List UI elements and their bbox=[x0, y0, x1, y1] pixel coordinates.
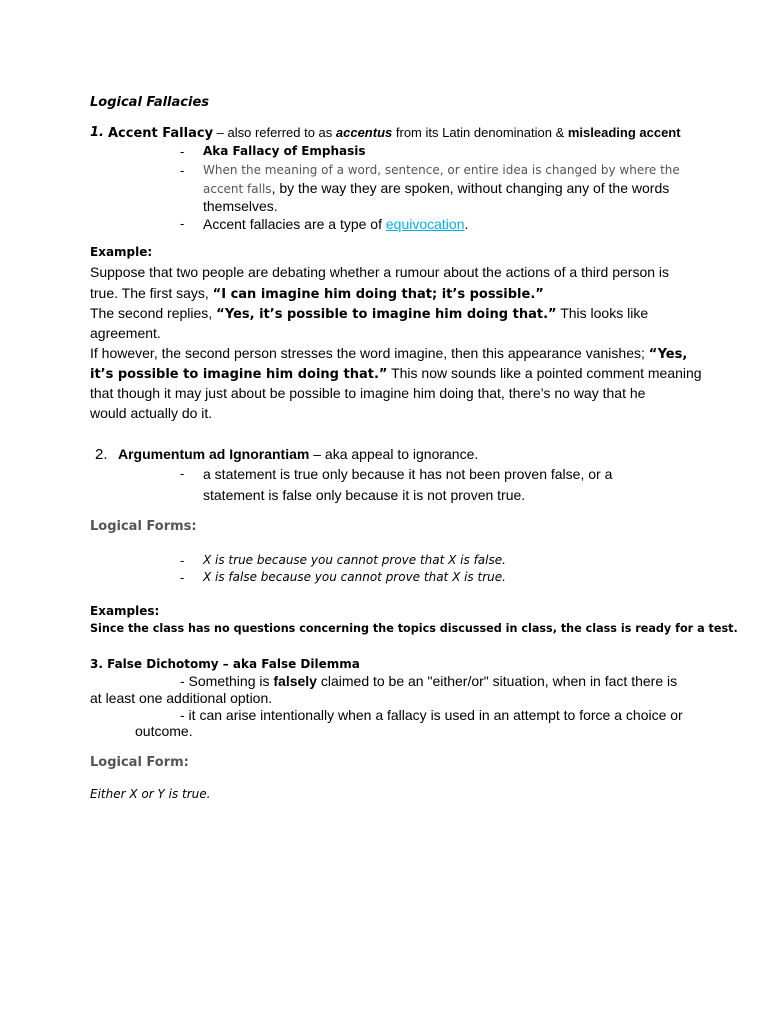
section-1-heading bbox=[108, 125, 681, 141]
bullet-meaning-line-1: When the meaning of a word, sentence, or entire idea is changed by where the bbox=[203, 163, 680, 177]
example-line-2 bbox=[90, 285, 544, 302]
accent-falls-text: accent falls bbox=[203, 182, 272, 196]
example-line-3 bbox=[90, 305, 648, 322]
section-3-line-2: at least one additional option. bbox=[90, 690, 273, 706]
section-3-heading: 3. False Dichotomy – aka False Dilemma bbox=[90, 657, 360, 671]
example-line-5 bbox=[90, 345, 687, 362]
equivocation-suffix: . bbox=[464, 216, 469, 232]
section-3-line-3: - it can arise intentionally when a fallacy is used in an attempt to force a choice or bbox=[180, 707, 683, 723]
section-2-text: – aka appeal to ignorance. bbox=[309, 446, 479, 462]
logical-form-1: X is true because you cannot prove that X is false. bbox=[203, 553, 506, 567]
document-title: Logical Fallacies bbox=[90, 95, 209, 110]
section-1-text-1: – also referred to as bbox=[213, 125, 336, 140]
bullet-dash: - bbox=[180, 553, 185, 568]
example-line-7: that though it may just about be possible to imagine him doing that, there’s no way that he bbox=[90, 385, 646, 401]
bullet-meaning-line-3: themselves. bbox=[203, 198, 278, 214]
section-2-example: Since the class has no questions concerning the topics discussed in class, the class is ready for a test. bbox=[90, 622, 738, 635]
equivocation-link[interactable]: equivocation bbox=[385, 216, 465, 232]
bullet-meaning-continued: , by the way they are spoken, without changing any of the words bbox=[271, 180, 670, 196]
section-1-name: Accent Fallacy bbox=[108, 126, 214, 141]
section-1-number: 1. bbox=[90, 125, 104, 140]
section-3-line-1 bbox=[180, 673, 677, 689]
bullet-dash: - bbox=[180, 144, 185, 159]
section-1-text-2: from its Latin denomination & bbox=[392, 125, 568, 140]
example-line-8: would actually do it. bbox=[90, 405, 213, 421]
logical-form-2: X is false because you cannot prove that X is true. bbox=[203, 570, 506, 584]
bullet-meaning-line-2 bbox=[203, 180, 669, 196]
accentus-term: accentus bbox=[335, 125, 393, 140]
section-2-heading bbox=[118, 446, 478, 462]
bullet-dash: - bbox=[180, 466, 185, 481]
third-quote-end: it’s possible to imagine him doing that.” bbox=[90, 367, 388, 382]
bullet-equivocation bbox=[203, 216, 468, 232]
section-3-line-1-end: claimed to be an "either/or" situation, when in fact there is bbox=[316, 673, 678, 689]
section-3-line-1-start: - Something is bbox=[180, 673, 274, 689]
first-quote: “I can imagine him doing that; it’s possible.” bbox=[212, 287, 544, 302]
third-quote-start: “Yes, bbox=[648, 347, 688, 362]
example-line-6 bbox=[90, 365, 702, 382]
bullet-dash: - bbox=[180, 570, 185, 585]
section-2-bullet-line-1: a statement is true only because it has not been proven false, or a bbox=[203, 466, 613, 482]
falsely-term: falsely bbox=[273, 673, 317, 689]
logical-forms-heading: Logical Forms: bbox=[90, 519, 197, 534]
bullet-dash: - bbox=[180, 163, 185, 178]
misleading-accent-term: misleading accent bbox=[567, 125, 681, 140]
example-line-2-text: true. The first says, bbox=[90, 285, 213, 301]
section-3-line-4: outcome. bbox=[135, 723, 193, 739]
example-heading: Example: bbox=[90, 245, 153, 259]
logical-form-heading: Logical Form: bbox=[90, 755, 189, 770]
example-line-5-text: If however, the second person stresses the word imagine, then this appearance vanishes; bbox=[90, 345, 649, 361]
section-2-name: Argumentum ad Ignorantiam bbox=[118, 446, 310, 462]
section-2-number: 2. bbox=[95, 446, 108, 463]
example-line-1: Suppose that two people are debating whether a rumour about the actions of a third person is bbox=[90, 264, 670, 280]
second-quote: “Yes, it’s possible to imagine him doing that.” bbox=[216, 307, 557, 322]
section-2-bullet-line-2: statement is false only because it is not proven true. bbox=[203, 487, 526, 503]
equivocation-prefix: Accent fallacies are a type of bbox=[203, 216, 386, 232]
example-line-6-text: This now sounds like a pointed comment meaning bbox=[387, 365, 702, 381]
examples-heading: Examples: bbox=[90, 604, 160, 618]
example-line-3-text: The second replies, bbox=[90, 305, 217, 321]
example-line-4: agreement. bbox=[90, 325, 161, 341]
logical-form-either: Either X or Y is true. bbox=[90, 787, 211, 801]
bullet-aka-emphasis: Aka Fallacy of Emphasis bbox=[203, 144, 366, 158]
example-line-3-end: This looks like bbox=[556, 305, 649, 321]
bullet-dash: - bbox=[180, 216, 185, 231]
